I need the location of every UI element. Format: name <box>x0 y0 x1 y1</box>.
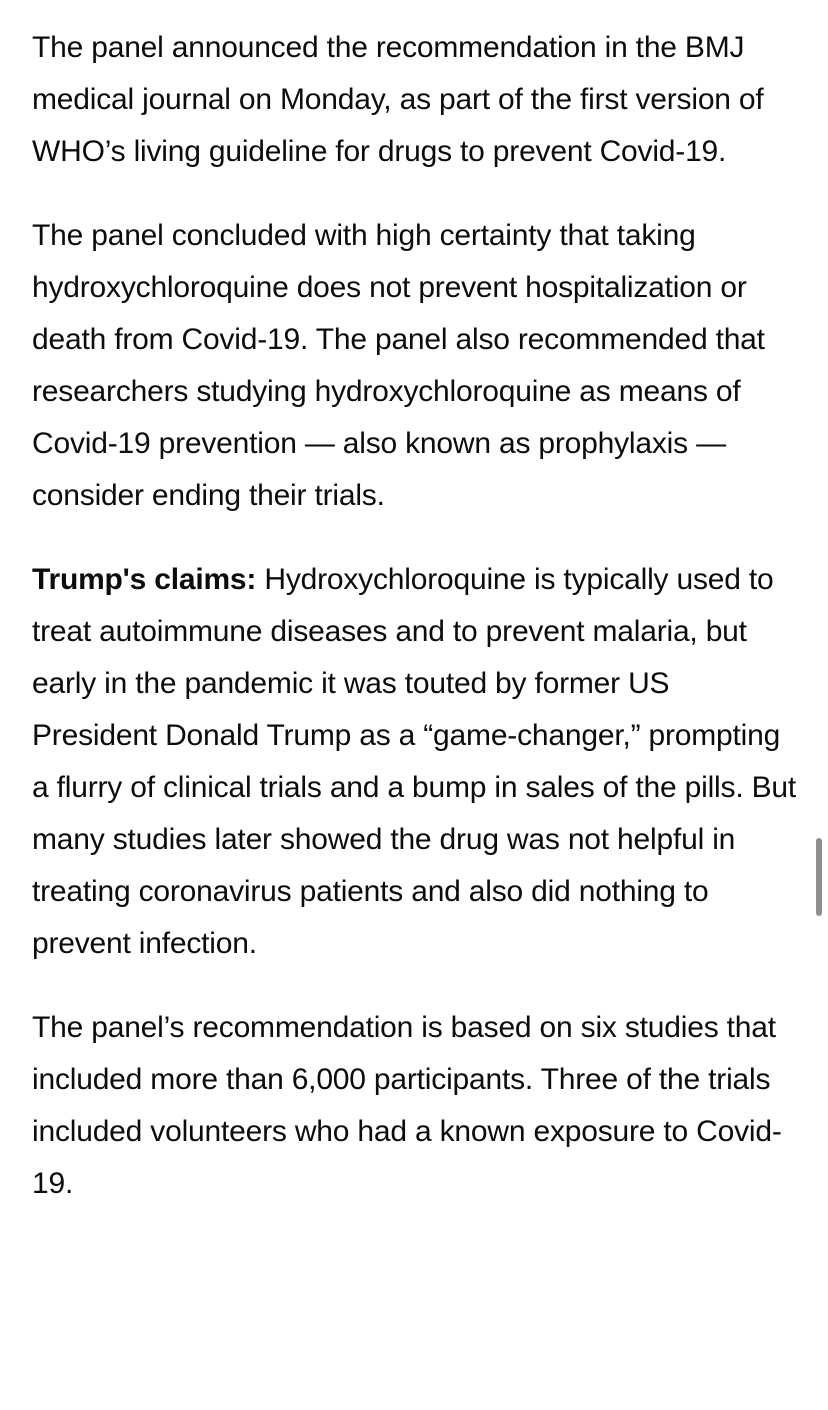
article-paragraph <box>32 22 800 178</box>
paragraph-text: The panel announced the recommendation in the BMJ medical journal on Monday, as part of the first version of WHO’s living guideline for drugs to prevent Covid-19. <box>32 31 764 168</box>
article-paragraph <box>32 554 800 970</box>
paragraph-text: The panel concluded with high certainty that taking hydroxychloroquine does not prevent hospitalization or death from Covid-19. The panel also recommended that researchers studying hydroxychloroquine as means of Covid-19 prevention — also known as prophylaxis — consider ending their trials. <box>32 219 765 512</box>
article-paragraph <box>32 210 800 522</box>
paragraph-lead: Trump's claims: <box>32 563 257 596</box>
paragraph-text: Hydroxychloroquine is typically used to treat autoimmune diseases and to prevent malaria, but early in the pandemic it was touted by former US President Donald Trump as a “game-changer,” prompting a flurry of clinical trials and a bump in sales of the pills. But many studies later showed the drug was not helpful in treating coronavirus patients and also did nothing to prevent infection. <box>32 563 797 960</box>
article-paragraph <box>32 1002 800 1210</box>
article-body <box>32 22 800 1242</box>
paragraph-text: The panel’s recommendation is based on six studies that included more than 6,000 participants. Three of the trials included volunteers who had a known exposure to Covid-19. <box>32 1011 782 1200</box>
scrollbar-thumb[interactable] <box>816 838 822 916</box>
